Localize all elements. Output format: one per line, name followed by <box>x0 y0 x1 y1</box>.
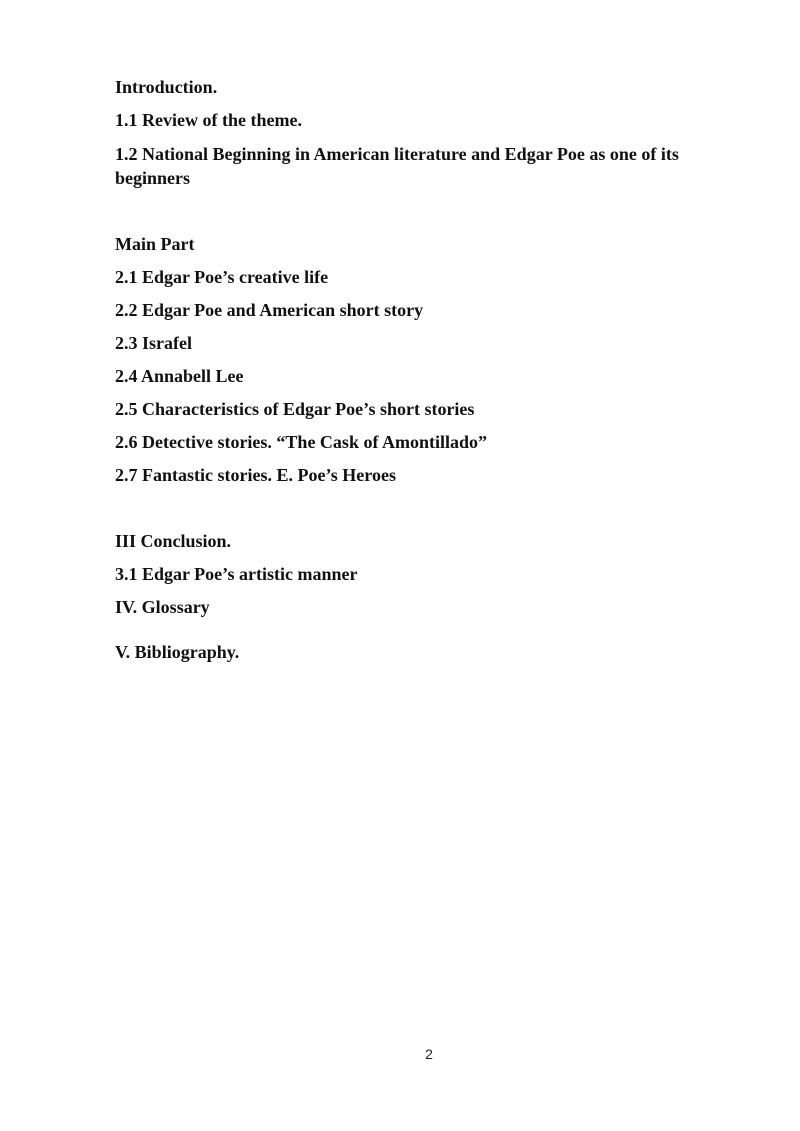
toc-main-part: Main Part <box>115 234 195 254</box>
toc-item-2-5: 2.5 Characteristics of Edgar Poe’s short stories <box>115 399 475 419</box>
toc-conclusion: III Conclusion. <box>115 531 232 551</box>
toc-item-2-3: 2.3 Israfel <box>115 333 192 353</box>
toc-item-2-2: 2.2 Edgar Poe and American short story <box>115 300 424 320</box>
page-number: 2 <box>425 1046 433 1062</box>
toc-item-3-1: 3.1 Edgar Poe’s artistic manner <box>115 564 358 584</box>
toc-item-2-7: 2.7 Fantastic stories. E. Poe’s Heroes <box>115 465 396 485</box>
toc-item-2-6: 2.6 Detective stories. “The Cask of Amontillado” <box>115 432 487 452</box>
toc-introduction: Introduction. <box>115 77 218 97</box>
toc-bibliography: V. Bibliography. <box>115 642 240 662</box>
toc-item-1-2: 1.2 National Beginning in American literature and Edgar Poe as one of its beginners <box>115 144 679 188</box>
toc-glossary: IV. Glossary <box>115 597 210 617</box>
toc-item-2-1: 2.1 Edgar Poe’s creative life <box>115 267 329 287</box>
toc-item-1-1: 1.1 Review of the theme. <box>115 110 302 130</box>
toc-item-2-4: 2.4 Annabell Lee <box>115 366 244 386</box>
